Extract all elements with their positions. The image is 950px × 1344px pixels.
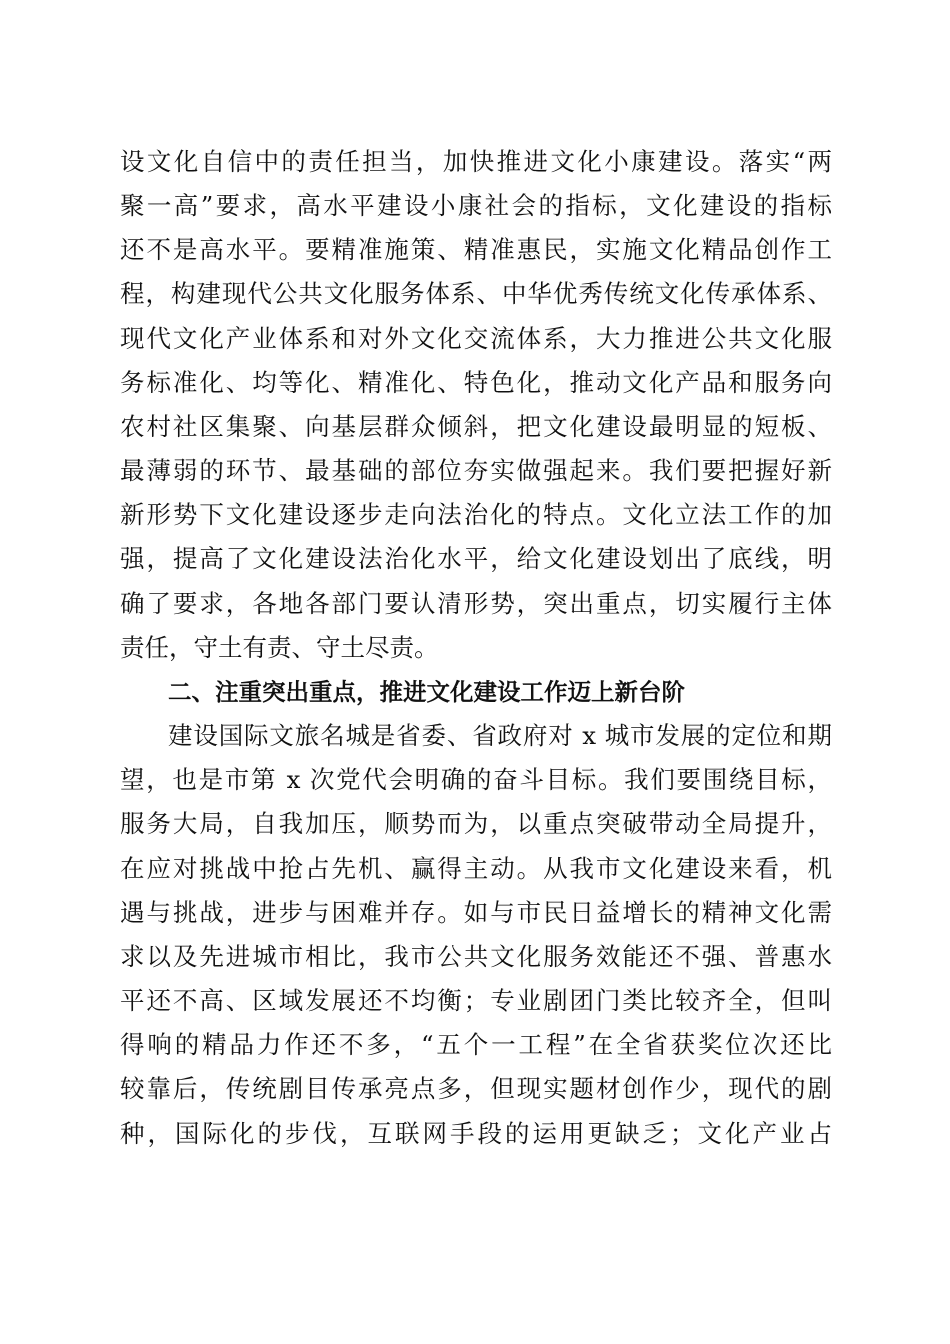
paragraph1-line-11: 确了要求，各地各部门要认清形势，突出重点，切实履行主体 bbox=[120, 589, 832, 618]
paragraph2-line-6: 求以及先进城市相比，我市公共文化服务效能还不强、普惠水 bbox=[120, 942, 832, 971]
paragraph1-line-2: 聚一高”要求，高水平建设小康社会的指标，文化建设的指标 bbox=[120, 191, 832, 220]
paragraph1-line-5: 现代文化产业体系和对外文化交流体系，大力推进公共文化服 bbox=[120, 324, 832, 353]
paragraph2-line-4: 在应对挑战中抢占先机、赢得主动。从我市文化建设来看，机 bbox=[120, 854, 832, 883]
paragraph1-line-10: 强，提高了文化建设法治化水平，给文化建设划出了底线，明 bbox=[120, 544, 832, 573]
section-heading: 二、注重突出重点，推进文化建设工作迈上新台阶 bbox=[168, 678, 685, 706]
paragraph2-line-1: 建设国际文旅名城是省委、省政府对 x 城市发展的定位和期 bbox=[168, 721, 832, 750]
paragraph2-line-9: 较靠后，传统剧目传承亮点多，但现实题材创作少，现代的剧 bbox=[120, 1074, 832, 1103]
paragraph1-line-12: 责任，守土有责、守土尽责。 bbox=[120, 633, 439, 662]
paragraph2-line-3: 服务大局，自我加压，顺势而为，以重点突破带动全局提升， bbox=[120, 809, 832, 838]
paragraph1-line-8: 最薄弱的环节、最基础的部位夯实做强起来。我们要把握好新 bbox=[120, 456, 832, 485]
paragraph1-line-6: 务标准化、均等化、精准化、特色化，推动文化产品和服务向 bbox=[120, 368, 832, 397]
paragraph1-line-1: 设文化自信中的责任担当，加快推进文化小康建设。落实“两 bbox=[120, 147, 832, 176]
paragraph2-line-10: 种，国际化的步伐，互联网手段的运用更缺乏；文化产业占 bbox=[120, 1119, 832, 1148]
paragraph2-line-8: 得响的精品力作还不多，“五个一工程”在全省获奖位次还比 bbox=[120, 1030, 832, 1059]
paragraph2-line-5: 遇与挑战，进步与困难并存。如与市民日益增长的精神文化需 bbox=[120, 898, 832, 927]
paragraph1-line-3: 还不是高水平。要精准施策、精准惠民，实施文化精品创作工 bbox=[120, 235, 832, 264]
paragraph1-line-4: 程，构建现代公共文化服务体系、中华优秀传统文化传承体系、 bbox=[120, 279, 832, 308]
paragraph1-line-7: 农村社区集聚、向基层群众倾斜，把文化建设最明显的短板、 bbox=[120, 412, 832, 441]
paragraph2-line-2: 望，也是市第 x 次党代会明确的奋斗目标。我们要围绕目标， bbox=[120, 765, 832, 794]
paragraph2-line-7: 平还不高、区域发展还不均衡；专业剧团门类比较齐全，但叫 bbox=[120, 986, 832, 1015]
paragraph1-line-9: 新形势下文化建设逐步走向法治化的特点。文化立法工作的加 bbox=[120, 500, 832, 529]
